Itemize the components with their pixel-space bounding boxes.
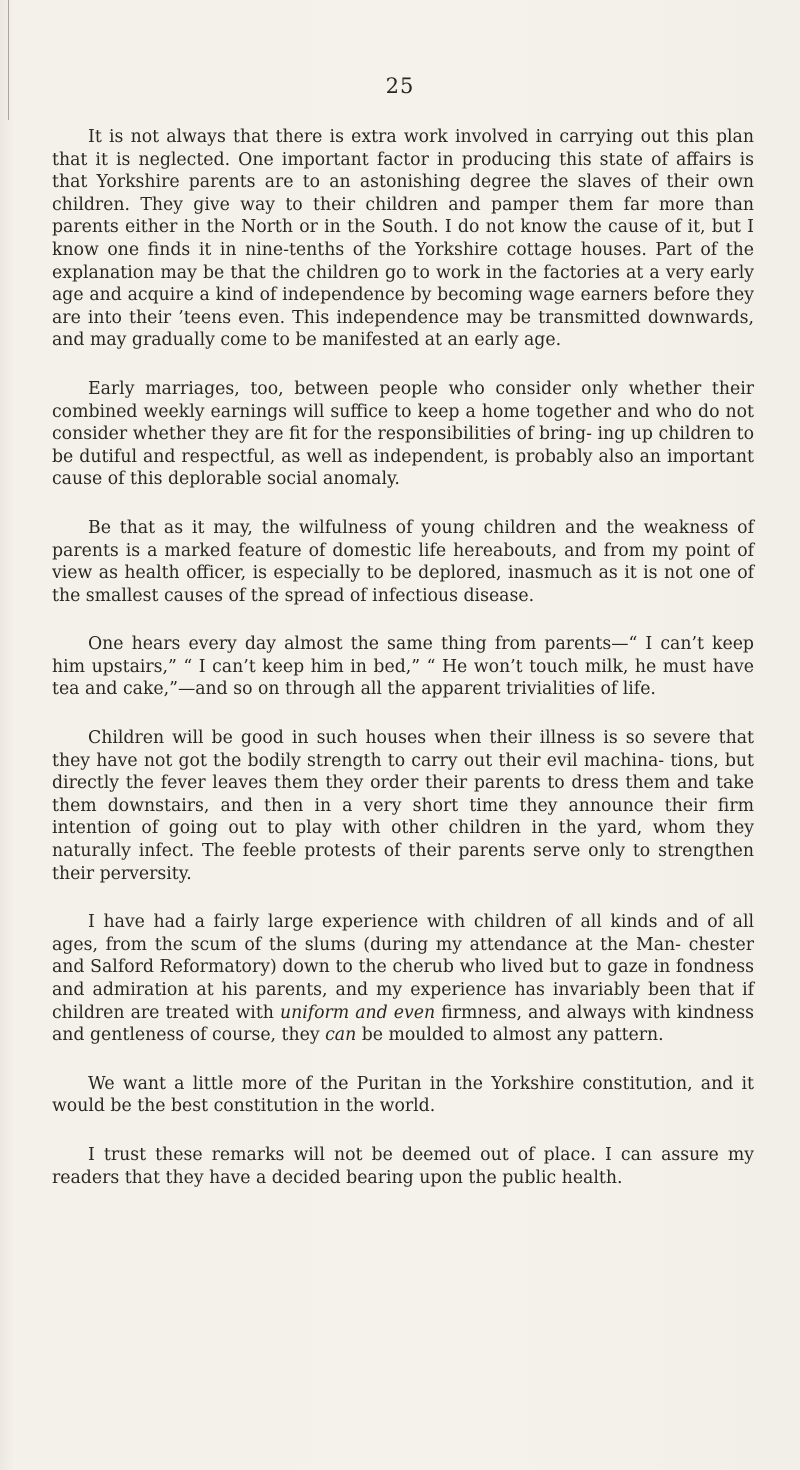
body-text <box>52 126 754 1215</box>
paragraph-6-text-before: I have had a fairly large experience with children of all kinds and of all ages, from the scum of the slums (during my attendance at the Man- chester and Salford Reformatory) down to the cherub who lived but to gaze in fondness and admiration at his parents, and my experience has invariably been that if children are treated with <box>52 912 754 1023</box>
paragraph-5: Children will be good in such houses when their illness is so severe that they have not got the bodily strength to carry out their evil machina- tions, but directly the fever leaves them they order their parents to dress them and take them downstairs, and then in a very short time they announce their firm intention of going out to play with other children in the yard, whom they naturally infect. The feeble protests of their parents serve only to strengthen their perversity. <box>52 728 754 884</box>
paragraph-6-emphasis-uniform-even: uniform and even <box>279 1002 436 1023</box>
paragraph-8: I trust these remarks will not be deemed out of place. I can assure my readers that they have a decided bearing upon the public health. <box>52 1144 754 1188</box>
page-left-edge-line <box>0 0 9 120</box>
paragraph-6 <box>52 911 754 1047</box>
paragraph-4: One hears every day almost the same thing from parents—“ I can’t keep him upstairs,” “ I can’t keep him in bed,” “ He won’t touch milk, he must have tea and cake,”—and so on through all the apparent trivialities of life. <box>52 634 754 700</box>
paragraph-1: It is not always that there is extra work involved in carrying out this plan that it is neglected. One important factor in producing this state of affairs is that Yorkshire parents are to an astonishing degree the slaves of their own children. They give way to their children and pamper them far more than parents either in the North or in the South. I do not know the cause of it, but I know one finds it in nine-tenths of the Yorkshire cottage houses. Part of the explanation may be that the children go to work in the factories at a very early age and acquire a kind of independence by becoming wage earners before they are into their ’teens even. This independence may be transmitted downwards, and may gradually come to be manifested at an early age. <box>52 127 754 351</box>
paragraph-7: We want a little more of the Puritan in the Yorkshire constitution, and it would be the best constitution in the world. <box>52 1073 754 1117</box>
paragraph-6-text-after: be moulded to almost any pattern. <box>356 1025 664 1046</box>
paragraph-6-emphasis-can: can <box>325 1025 357 1046</box>
paragraph-6-text-middle: firmness, and always with kindness and gentleness of course, they <box>52 1002 754 1046</box>
paragraph-2: Early marriages, too, between people who consider only whether their combined weekly earnings will suffice to keep a home together and who do not consider whether they are fit for the responsibilities of bring- ing up children to be dutiful and respectful, as well as independent, is probably also an important cause of this deplorable social anomaly. <box>52 378 754 490</box>
page-number: 25 <box>385 74 415 98</box>
paragraph-3: Be that as it may, the wilfulness of young children and the weakness of parents is a marked feature of domestic life hereabouts, and from my point of view as health officer, is especially to be deplored, inasmuch as it is not one of the smallest causes of the spread of infectious disease. <box>52 517 754 606</box>
